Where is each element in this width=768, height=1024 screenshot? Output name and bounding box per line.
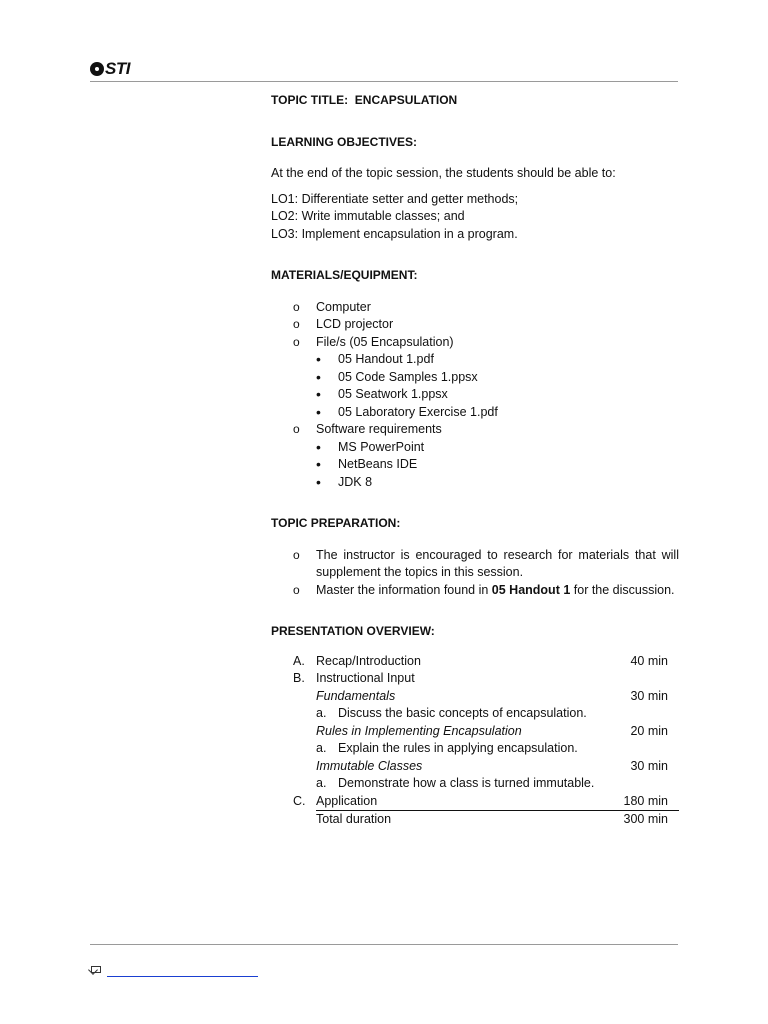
row-letter: a. — [316, 706, 327, 720]
materials-list — [271, 299, 679, 492]
file-item: • 05 Code Samples 1.ppsx — [316, 369, 679, 387]
row-label: A. — [293, 653, 305, 668]
files-sublist — [316, 351, 679, 421]
topic-title-label: TOPIC TITLE: — [271, 93, 349, 107]
row-letter: a. — [316, 741, 327, 755]
row-text: Immutable Classes — [316, 758, 423, 773]
file-item: • 05 Handout 1.pdf — [316, 351, 679, 369]
file-item: • 05 Seatwork 1.ppsx — [316, 386, 679, 404]
materials-item — [271, 334, 679, 422]
objective-item: LO3: Implement encapsulation in a program. — [271, 226, 518, 241]
preparation-text: for the discussion. — [570, 582, 675, 597]
overview-row — [271, 775, 679, 793]
row-label — [271, 705, 316, 723]
preparation-text: Master the information found in — [316, 582, 492, 597]
software-item: • JDK 8 — [316, 474, 679, 492]
row-text — [316, 775, 598, 793]
footer-divider — [90, 944, 678, 945]
row-label — [271, 740, 316, 758]
row-duration: 30 min — [630, 688, 668, 703]
row-subtext: Discuss the basic concepts of encapsulation. — [338, 706, 587, 720]
software-sublist — [316, 439, 679, 492]
row-duration: 40 min — [630, 653, 668, 668]
row-label — [271, 688, 316, 706]
objectives-list — [271, 191, 679, 244]
overview-row — [271, 688, 679, 706]
materials-item — [271, 316, 679, 334]
topic-title-value: ENCAPSULATION — [354, 93, 458, 107]
preparation-item: o The instructor is encouraged to research for materials that will supplement the topics in this session. — [271, 547, 679, 582]
overview-row — [271, 723, 679, 741]
materials-heading: MATERIALS/EQUIPMENT: — [271, 268, 418, 282]
overview-total-row — [271, 811, 679, 829]
overview-row — [271, 670, 679, 688]
materials-item — [271, 299, 679, 317]
footer-link[interactable] — [107, 976, 258, 977]
row-duration — [598, 740, 679, 758]
materials-item-label: LCD projector — [316, 317, 394, 331]
row-label — [271, 723, 316, 741]
overview-table — [271, 653, 679, 829]
document-body — [271, 92, 679, 829]
row-text — [316, 740, 598, 758]
row-text — [316, 705, 598, 723]
materials-item-label: Software requirements — [316, 422, 442, 436]
row-text: Rules in Implementing Encapsulation — [316, 723, 522, 738]
materials-item-label: Computer — [316, 299, 371, 314]
logo-text: STI — [105, 59, 130, 78]
row-label — [271, 758, 316, 776]
overview-row — [271, 758, 679, 776]
objectives-heading: LEARNING OBJECTIVES: — [271, 134, 418, 149]
row-duration: 180 min — [598, 793, 679, 811]
row-text: Recap/Introduction — [316, 653, 421, 668]
row-duration — [598, 670, 679, 688]
row-duration: 30 min — [630, 758, 668, 773]
preparation-item — [271, 582, 679, 600]
objectives-intro: At the end of the topic session, the students should be able to: — [271, 166, 616, 180]
row-label: C. — [293, 793, 306, 808]
row-letter: a. — [316, 776, 327, 790]
row-duration — [598, 775, 679, 793]
logo-mark-icon — [90, 62, 104, 76]
row-label: B. — [293, 671, 305, 685]
software-item: • NetBeans IDE — [316, 456, 679, 474]
row-label — [271, 775, 316, 793]
overview-row — [271, 793, 679, 811]
row-label — [271, 811, 316, 829]
row-text: Application — [316, 793, 598, 811]
preparation-list — [271, 547, 679, 600]
objective-item: LO2: Write immutable classes; and — [271, 209, 465, 223]
materials-item — [271, 421, 679, 491]
overview-row — [271, 740, 679, 758]
materials-item-label: File/s (05 Encapsulation) — [316, 334, 454, 349]
file-item: • 05 Laboratory Exercise 1.pdf — [316, 404, 679, 422]
row-text: Fundamentals — [316, 688, 396, 703]
row-text: Instructional Input — [316, 671, 415, 685]
logo — [90, 59, 130, 79]
row-subtext: Demonstrate how a class is turned immutable. — [338, 776, 595, 790]
topic-title — [271, 92, 679, 110]
objective-item: LO1: Differentiate setter and getter methods; — [271, 191, 519, 206]
preparation-heading: TOPIC PREPARATION: — [271, 516, 401, 530]
row-subtext: Explain the rules in applying encapsulation. — [338, 741, 578, 755]
row-duration — [598, 705, 679, 723]
envelope-icon — [91, 966, 101, 973]
overview-heading: PRESENTATION OVERVIEW: — [271, 624, 435, 638]
overview-row — [271, 653, 679, 671]
overview-row — [271, 705, 679, 723]
total-label: Total duration — [316, 812, 392, 826]
total-duration: 300 min — [623, 812, 668, 826]
header-divider — [90, 81, 678, 82]
row-duration: 20 min — [630, 723, 668, 738]
handout-reference: 05 Handout 1 — [491, 582, 571, 597]
software-item: • MS PowerPoint — [316, 439, 679, 457]
